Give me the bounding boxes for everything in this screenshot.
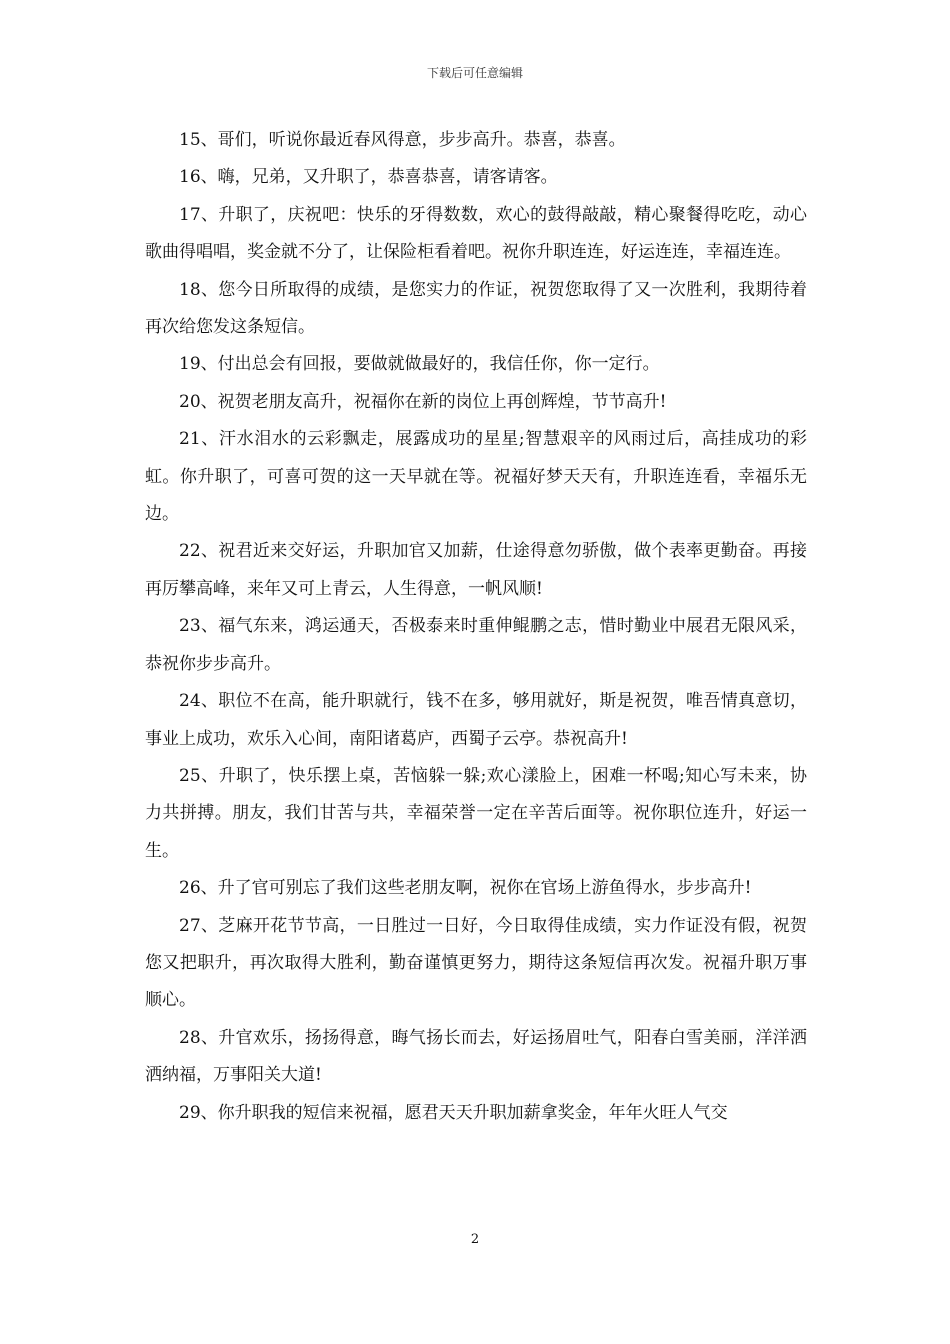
paragraph: 28、升官欢乐，扬扬得意，晦气扬长而去，好运扬眉吐气，阳春白雪美丽，洋洋洒洒纳福，万事阳关大道!	[145, 1027, 807, 1086]
paragraph: 25、升职了，快乐摆上桌，苦恼躲一躲;欢心漾脸上，困难一杯喝;知心写未来，协力共拼搏。朋友，我们甘苦与共，幸福荣誉一定在辛苦后面等。祝你职位连升，好运一生。	[145, 765, 807, 861]
document-body	[145, 122, 807, 1132]
paragraph: 21、汗水泪水的云彩飘走，展露成功的星星;智慧艰辛的风雨过后，高挂成功的彩虹。你升职了，可喜可贺的这一天早就在等。祝福好梦天天有，升职连连看，幸福乐无边。	[145, 429, 807, 525]
paragraph: 26、升了官可别忘了我们这些老朋友啊，祝你在官场上游鱼得水，步步高升!	[179, 878, 752, 899]
page-number: 2	[470, 1232, 480, 1247]
paragraph: 20、祝贺老朋友高升，祝福你在新的岗位上再创辉煌，节节高升!	[179, 391, 667, 412]
paragraph: 15、哥们，听说你最近春风得意，步步高升。恭喜，恭喜。	[179, 130, 626, 150]
paragraph: 22、祝君近来交好运，升职加官又加薪，仕途得意勿骄傲，做个表率更勤奋。再接再厉攀高峰，来年又可上青云，人生得意，一帆风顺!	[145, 541, 807, 599]
paragraph: 29、你升职我的短信来祝福，愿君天天升职加薪拿奖金，年年火旺人气交	[179, 1102, 728, 1123]
paragraph: 16、嗨，兄弟，又升职了，恭喜恭喜，请客请客。	[179, 167, 558, 188]
page-header: 下载后可任意编辑	[426, 66, 523, 80]
paragraph: 24、职位不在高，能升职就行，钱不在多，够用就好，斯是祝贺，唯吾情真意切，事业上成功，欢乐入心间，南阳诸葛庐，西蜀子云亭。恭祝高升!	[145, 691, 807, 749]
paragraph: 27、芝麻开花节节高，一日胜过一日好，今日取得佳成绩，实力作证没有假，祝贺您又把职升，再次取得大胜利，勤奋谨慎更努力，期待这条短信再次发。祝福升职万事顺心。	[145, 915, 807, 1011]
paragraph: 23、福气东来，鸿运通天，否极泰来时重伸鲲鹏之志，惜时勤业中展君无限风采，恭祝你步步高升。	[145, 616, 807, 674]
paragraph: 19、付出总会有回报，要做就做最好的，我信任你，你一定行。	[179, 354, 660, 375]
paragraph: 18、您今日所取得的成绩，是您实力的作证，祝贺您取得了又一次胜利，我期待着再次给您发这条短信。	[145, 279, 807, 338]
paragraph: 17、升职了，庆祝吧：快乐的牙得数数，欢心的鼓得敲敲，精心聚餐得吃吃，动心歌曲得唱唱，奖金就不分了，让保险柜看着吧。祝你升职连连，好运连连，幸福连连。	[145, 204, 807, 263]
